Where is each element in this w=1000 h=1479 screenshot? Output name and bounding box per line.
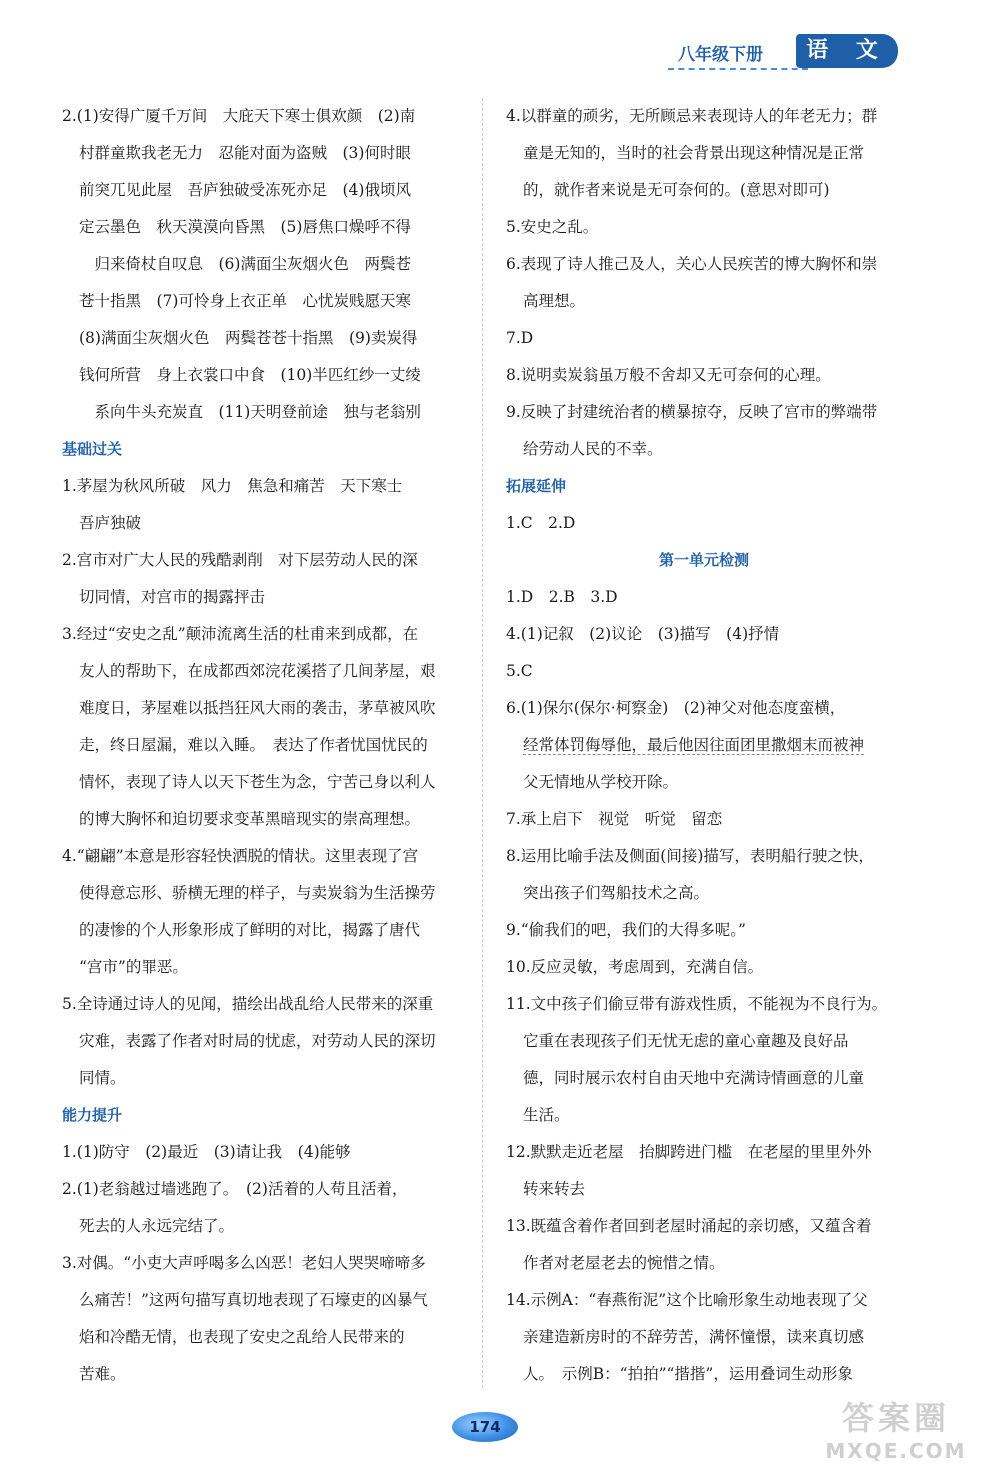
page-number: 174 bbox=[452, 1412, 518, 1442]
basic-answer-2: 2.宫市对广大人民的残酷剥削 对下层劳动人民的深 bbox=[62, 551, 418, 569]
answer-4: 4.以群童的顽劣，无所顾忌来表现诗人的年老无力；群 bbox=[506, 107, 878, 125]
right-column bbox=[506, 98, 902, 1393]
unit-answer-14-cont: 亲建造新房时的不辞劳苦，满怀憧憬，读来真切感 bbox=[523, 1328, 865, 1346]
unit-answer-12-cont: 转来转去 bbox=[523, 1180, 586, 1198]
ability-answer-2: 2.(1)老翁越过墙逃跑了。 (2)活着的人苟且活着， bbox=[62, 1180, 408, 1198]
answer-2-line: (8)满面尘灰烟火色 两鬓苍苍十指黑 (9)卖炭得 bbox=[79, 329, 418, 347]
answer-7: 7.D bbox=[506, 329, 534, 347]
basic-answer-2-cont: 切同情，对宫市的揭露抨击 bbox=[79, 588, 266, 606]
unit-answer-8: 8.运用比喻手法及侧面(间接)描写，表明船行驶之快， bbox=[506, 847, 874, 865]
basic-answer-1: 1.茅屋为秋风所破 风力 焦急和痛苦 天下寒士 bbox=[62, 477, 403, 495]
unit-answer-6-cont: 父无情地从学校开除。 bbox=[523, 773, 679, 791]
ability-answer-2-cont: 死去的人永远完结了。 bbox=[79, 1217, 235, 1235]
watermark-url: MXQE.COM bbox=[825, 1439, 967, 1463]
basic-answer-5-cont: 同情。 bbox=[79, 1069, 126, 1087]
unit-answer-1-3: 1.D 2.B 3.D bbox=[506, 588, 618, 606]
extension-answers: 1.C 2.D bbox=[506, 514, 576, 532]
unit-answer-14: 14.示例A：“春燕衔泥”这个比喻形象生动地表现了父 bbox=[506, 1291, 868, 1309]
ability-answer-3-cont: 么痛苦！”这两句描写真切地表现了石壕吏的凶暴气 bbox=[79, 1291, 428, 1309]
unit-answer-11-cont: 德，同时展示农村自由天地中充满诗情画意的儿童 bbox=[523, 1069, 865, 1087]
answer-2-line: 村群童欺我老无力 忍能对面为盗贼 (3)何时眼 bbox=[79, 144, 411, 162]
unit-answer-13: 13.既蕴含着作者回到老屋时涌起的亲切感，又蕴含着 bbox=[506, 1217, 872, 1235]
unit-answer-4: 4.(1)记叙 (2)议论 (3)描写 (4)抒情 bbox=[506, 625, 780, 643]
section-heading-extension: 拓展延伸 bbox=[506, 477, 567, 495]
basic-answer-5: 5.全诗通过诗人的见闻，描绘出战乱给人民带来的深重 bbox=[62, 995, 434, 1013]
ability-answer-1: 1.(1)防守 (2)最近 (3)请让我 (4)能够 bbox=[62, 1143, 351, 1161]
basic-answer-4-cont: 的凄惨的个人形象形成了鲜明的对比，揭露了唐代 bbox=[79, 921, 421, 939]
unit-answer-5: 5.C bbox=[506, 662, 533, 680]
ability-answer-3-cont: 焰和冷酷无情，也表现了安史之乱给人民带来的 bbox=[79, 1328, 405, 1346]
ability-answer-3: 3.对偶。“小吏大声呼喝多么凶恶！老妇人哭哭啼啼多 bbox=[62, 1254, 426, 1272]
header-rule bbox=[668, 68, 808, 70]
unit-answer-6: 6.(1)保尔(保尔·柯察金) (2)神父对他态度蛮横， bbox=[506, 699, 846, 717]
unit-answer-11-cont: 它重在表现孩子们无忧无虑的童心童趣及良好品 bbox=[523, 1032, 849, 1050]
unit-answer-7: 7.承上启下 视觉 听觉 留恋 bbox=[506, 810, 723, 828]
basic-answer-3-cont: 的博大胸怀和迫切要求变革黑暗现实的崇高理想。 bbox=[79, 810, 421, 828]
basic-answer-4-cont: 使得意忘形、骄横无理的样子，与卖炭翁为生活操劳 bbox=[79, 884, 436, 902]
unit-answer-13-cont: 作者对老屋老去的惋惜之情。 bbox=[523, 1254, 725, 1272]
ability-answer-3-cont: 苦难。 bbox=[79, 1365, 126, 1383]
answer-5: 5.安史之乱。 bbox=[506, 218, 599, 236]
answer-9-cont: 给劳动人民的不幸。 bbox=[523, 440, 663, 458]
unit-answer-8-cont: 突出孩子们驾船技术之高。 bbox=[523, 884, 710, 902]
basic-answer-3-cont: 友人的帮助下，在成都西郊浣花溪搭了几间茅屋，艰 bbox=[79, 662, 436, 680]
unit-answer-6-cont bbox=[506, 727, 902, 764]
unit-answer-11: 11.文中孩子们偷豆带有游戏性质，不能视为不良行为。 bbox=[506, 995, 888, 1013]
basic-answer-4-cont: “宫市”的罪恶。 bbox=[79, 958, 188, 976]
section-heading-ability: 能力提升 bbox=[62, 1106, 123, 1124]
unit-answer-11-cont: 生活。 bbox=[523, 1106, 570, 1124]
basic-answer-3-cont: 难度日，茅屋难以抵挡狂风大雨的袭击，茅草被风吹 bbox=[79, 699, 436, 717]
basic-answer-3-cont: 情怀，表现了诗人以天下苍生为念，宁苦己身以利人 bbox=[79, 773, 436, 791]
answer-2-line: 钱何所营 身上衣裳口中食 (10)半匹红纱一丈绫 bbox=[79, 366, 421, 384]
answer-8: 8.说明卖炭翁虽万般不舍却又无可奈何的心理。 bbox=[506, 366, 831, 384]
answer-2-line: 系向牛头充炭直 (11)天明登前途 独与老翁别 bbox=[79, 403, 421, 421]
grade-label: 八年级下册 bbox=[678, 45, 763, 65]
answer-6-cont: 高理想。 bbox=[523, 292, 586, 310]
watermark-text: 答案圈 bbox=[841, 1399, 950, 1437]
answer-4-cont: 的，就作者来说是无可奈何的。(意思对即可) bbox=[523, 181, 830, 199]
unit-answer-10: 10.反应灵敏，考虑周到，充满自信。 bbox=[506, 958, 764, 976]
column-divider bbox=[482, 98, 483, 1388]
basic-answer-3: 3.经过“安史之乱”颠沛流离生活的杜甫来到成都，在 bbox=[62, 625, 419, 643]
unit-answer-14-cont: 人。 示例B：“拍拍”“揩揩”，运用叠词生动形象 bbox=[523, 1365, 853, 1383]
answer-6: 6.表现了诗人推己及人，关心人民疾苦的博大胸怀和崇 bbox=[506, 255, 878, 273]
basic-answer-5-cont: 灾难，表露了作者对时局的忧虑，对劳动人民的深切 bbox=[79, 1032, 436, 1050]
left-column bbox=[62, 98, 460, 1393]
basic-answer-1-cont: 吾庐独破 bbox=[79, 514, 142, 532]
answer-2-line: 归来倚杖自叹息 (6)满面尘灰烟火色 两鬓苍 bbox=[79, 255, 411, 273]
page-header bbox=[668, 32, 900, 72]
subject-badge: 语 文 bbox=[796, 34, 898, 68]
answer-4-cont: 童是无知的，当时的社会背景出现这种情况是正常 bbox=[523, 144, 865, 162]
unit-answer-9: 9.“偷我们的吧，我们的大得多呢。” bbox=[506, 921, 746, 939]
answer-2-line: 前突兀见此屋 吾庐独破受冻死亦足 (4)俄顷风 bbox=[79, 181, 411, 199]
unit-answer-12: 12.默默走近老屋 抬脚跨进门槛 在老屋的里里外外 bbox=[506, 1143, 872, 1161]
basic-answer-4: 4.“翩翩”本意是形容轻快洒脱的情状。这里表现了宫 bbox=[62, 847, 419, 865]
basic-answer-3-cont: 走，终日屋漏，难以入睡。 表达了作者忧国忧民的 bbox=[79, 736, 428, 754]
answer-2-line: 苍十指黑 (7)可怜身上衣正单 心忧炭贱愿天寒 bbox=[79, 292, 411, 310]
watermark-logo bbox=[806, 1398, 986, 1470]
section-heading-basic: 基础过关 bbox=[62, 440, 123, 458]
answer-2-line: 定云墨色 秋天漠漠向昏黑 (5)唇焦口燥呼不得 bbox=[79, 218, 411, 236]
section-heading-unit-test: 第一单元检测 bbox=[658, 551, 749, 569]
answer-9: 9.反映了封建统治者的横暴掠夺，反映了宫市的弊端带 bbox=[506, 403, 878, 421]
underlined-text: 经常体罚侮辱他，最后他因往面团里撒烟末而被神 bbox=[523, 736, 865, 754]
answer-2-intro: 2.(1)安得广厦千万间 大庇天下寒士俱欢颜 (2)南 bbox=[62, 107, 416, 125]
